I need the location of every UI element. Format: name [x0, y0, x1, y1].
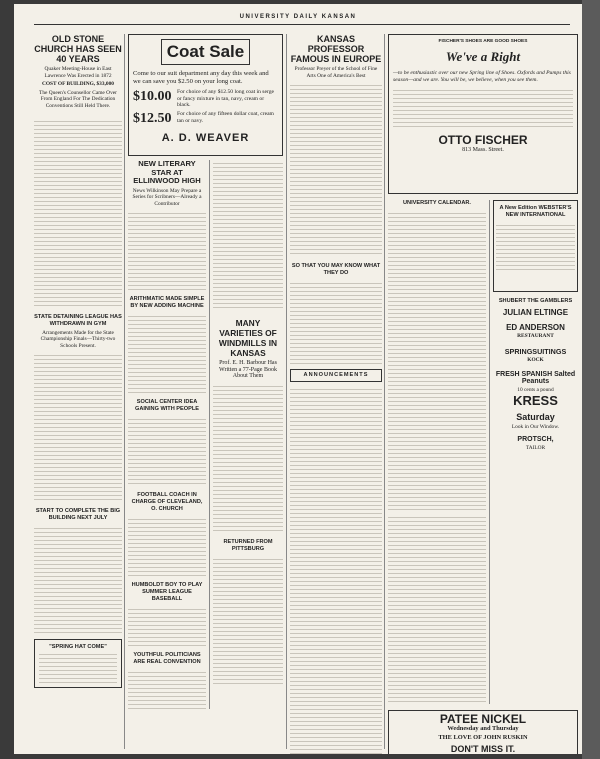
coat-sale-intro: Come to our suit department any day this week and we can save you $2.50 on your long coat.	[133, 70, 269, 85]
webster-title: A New Edition WEBSTER'S NEW INTERNATIONAL	[499, 205, 572, 218]
restaurant-label: RESTAURANT	[517, 333, 554, 339]
patee-day: Wednesday and Thursday	[447, 725, 519, 732]
article-body	[213, 556, 283, 686]
column-rule	[489, 200, 490, 704]
subhead-2: The Queen's Counsellor Came Over From England For The Dedication Conventions Still Held There.	[39, 89, 117, 109]
column-rule	[384, 34, 385, 749]
announcements-body	[290, 386, 382, 754]
column-4	[388, 34, 578, 754]
calendar-column	[388, 200, 486, 704]
headline-returned: RETURNED FROM PITTSBURG	[223, 538, 273, 552]
fischer-store: OTTO FISCHER	[438, 132, 528, 147]
subhead-kansas-professor: Professor Preyer of the School of Fine Arts One of America's Best	[294, 66, 378, 79]
headline-so-that-you-may-know: SO THAT YOU MAY KNOW WHAT THEY DO	[291, 263, 381, 276]
headline-humboldt: HUMBOLDT BOY TO PLAY SUMMER LEAGUE BASEBALL	[131, 582, 203, 603]
col2-left	[128, 160, 206, 709]
ed-anderson: ED ANDERSON	[506, 323, 565, 332]
headline-adding-machine: ARITHMATIC MADE SIMPLE BY NEW ADDING MACHINE	[129, 296, 205, 310]
subhead: Quaker Meeting-House in East Lawrence Was Erected in 1872	[44, 66, 112, 79]
peanuts-price: 10 cents a pound	[517, 387, 554, 393]
headline-youthful-politicians: YOUTHFUL POLITICIANS ARE REAL CONVENTION	[133, 652, 201, 666]
announcements-title: ANNOUNCEMENTS	[303, 372, 369, 378]
article-body	[34, 525, 122, 635]
spring-suitings: SPRINGSUITINGS	[504, 346, 567, 356]
subhead-literary: News Wilkinson May Prepare a Series for Scribners—Already a Contributor	[132, 187, 202, 207]
ad-body	[496, 222, 575, 270]
protsch-tailor: TAILOR	[525, 445, 546, 451]
spring-hat-ad	[34, 639, 122, 688]
protsch-name: PROTSCH,	[517, 436, 554, 443]
price-1: $10.00	[133, 89, 172, 105]
price-row-1	[133, 89, 278, 108]
spring-hat-title: "SPRING HAT COME"	[49, 644, 107, 651]
masthead-rule	[34, 24, 570, 25]
article-body	[128, 416, 206, 486]
newspaper-page	[14, 4, 582, 754]
store-name: A. D. WEAVER	[161, 132, 250, 145]
patee-miss: DON'T MISS IT.	[450, 744, 516, 754]
kress-name: KRESS	[513, 392, 558, 408]
article-body	[388, 514, 486, 704]
headline-football-coach: FOOTBALL COACH IN CHARGE OF CLEVELAND, O. CHURCH	[131, 492, 203, 513]
subhead-windmills: Prof. E. H. Barbour Has Written a 77-Page Book About Them	[219, 360, 277, 379]
window-ad: Look in Our Window.	[511, 423, 560, 430]
patee-title: PATEE NICKEL	[439, 712, 527, 726]
article-body	[128, 606, 206, 646]
fischer-text: —to be enthusiastic over our new Spring line of Shoes. Oxfords and Pumps this season—and we are. You will be, we believe, when you see them.	[393, 70, 571, 83]
shubert-ad: SHUBERT THE GAMBLERS	[498, 298, 573, 304]
coat-sale-title: Coat Sale	[161, 39, 250, 65]
headline-state-league: STATE DETAINING LEAGUE HAS WITHDRAWN IN GYM	[34, 313, 122, 327]
col2-right	[213, 160, 283, 709]
col2-lower	[128, 160, 283, 709]
fischer-ad	[388, 34, 578, 194]
page-edge-shadow	[582, 0, 600, 759]
column-rule	[124, 34, 125, 749]
masthead	[14, 10, 582, 32]
ad-body	[39, 651, 117, 683]
calendar-body	[388, 210, 486, 510]
price-row-2	[133, 111, 278, 127]
col4-lower	[388, 200, 578, 704]
article-body	[128, 210, 206, 290]
column-1	[34, 34, 122, 688]
article-body	[290, 82, 382, 257]
ad-body	[393, 87, 573, 127]
article-body	[128, 669, 206, 709]
masthead-title: UNIVERSITY DAILY KANSAN	[239, 14, 357, 20]
article-body	[213, 160, 283, 310]
price-2-text: For choice of any fifteen dollar coat, cream tan or navy.	[177, 111, 274, 124]
coat-sale-ad	[128, 34, 283, 156]
patee-show: THE LOVE OF JOHN RUSKIN	[438, 733, 528, 741]
headline-windmills: MANY VARIETIES OF WINDMILLS IN KANSAS	[218, 318, 278, 358]
column-rule	[209, 160, 210, 709]
fischer-title: We've a Right	[445, 49, 521, 64]
article-body	[34, 118, 122, 308]
calendar-title: UNIVERSITY CALENDAR.	[403, 200, 471, 206]
announcements-box	[290, 369, 382, 382]
fischer-address: 813 Mass. Street.	[462, 146, 504, 153]
headline-kansas-professor: KANSAS PROFESSOR FAMOUS IN EUROPE	[290, 34, 382, 64]
article-body	[213, 383, 283, 533]
headline-literary-star: NEW LITERARY STAR AT ELLINWOOD HIGH	[133, 159, 201, 186]
headline-big-building: START TO COMPLETE THE BIG BUILDING NEXT JULY	[35, 508, 121, 522]
price-1-text: For choice of any $12.50 long coat in serge or fancy mixture in tan, navy, cream or black.	[177, 89, 274, 108]
subhead-3: Arrangements Made for the State Championship Finals—Thirty-two Schools Present.	[40, 329, 116, 349]
article-body	[128, 516, 206, 576]
kock-name: KOCK	[527, 356, 544, 363]
price-2: $12.50	[133, 111, 172, 127]
webster-ad	[493, 200, 578, 292]
column-3	[290, 34, 382, 754]
article-body	[34, 352, 122, 502]
column-2	[128, 34, 283, 709]
patee-ad	[388, 710, 578, 754]
article-body	[128, 313, 206, 393]
headline-old-stone-church: OLD STONE CHURCH HAS SEEN 40 YEARS	[34, 34, 122, 64]
fischer-top: FISCHER'S SHOES ARE GOOD SHOES	[438, 39, 528, 44]
column-rule	[286, 34, 287, 749]
headline-social-center: SOCIAL CENTER IDEA GAINING WITH PEOPLE	[134, 399, 200, 413]
ads-column	[493, 200, 578, 704]
subhead-cost: COST OF BUILDING, $33,000	[41, 81, 115, 87]
article-body	[290, 280, 382, 365]
julian-eltinge: JULIAN ELTINGE	[502, 308, 569, 317]
peanuts-ad: FRESH SPANISH Salted Peanuts	[495, 371, 576, 385]
saturday-ad: Saturday	[516, 411, 555, 422]
